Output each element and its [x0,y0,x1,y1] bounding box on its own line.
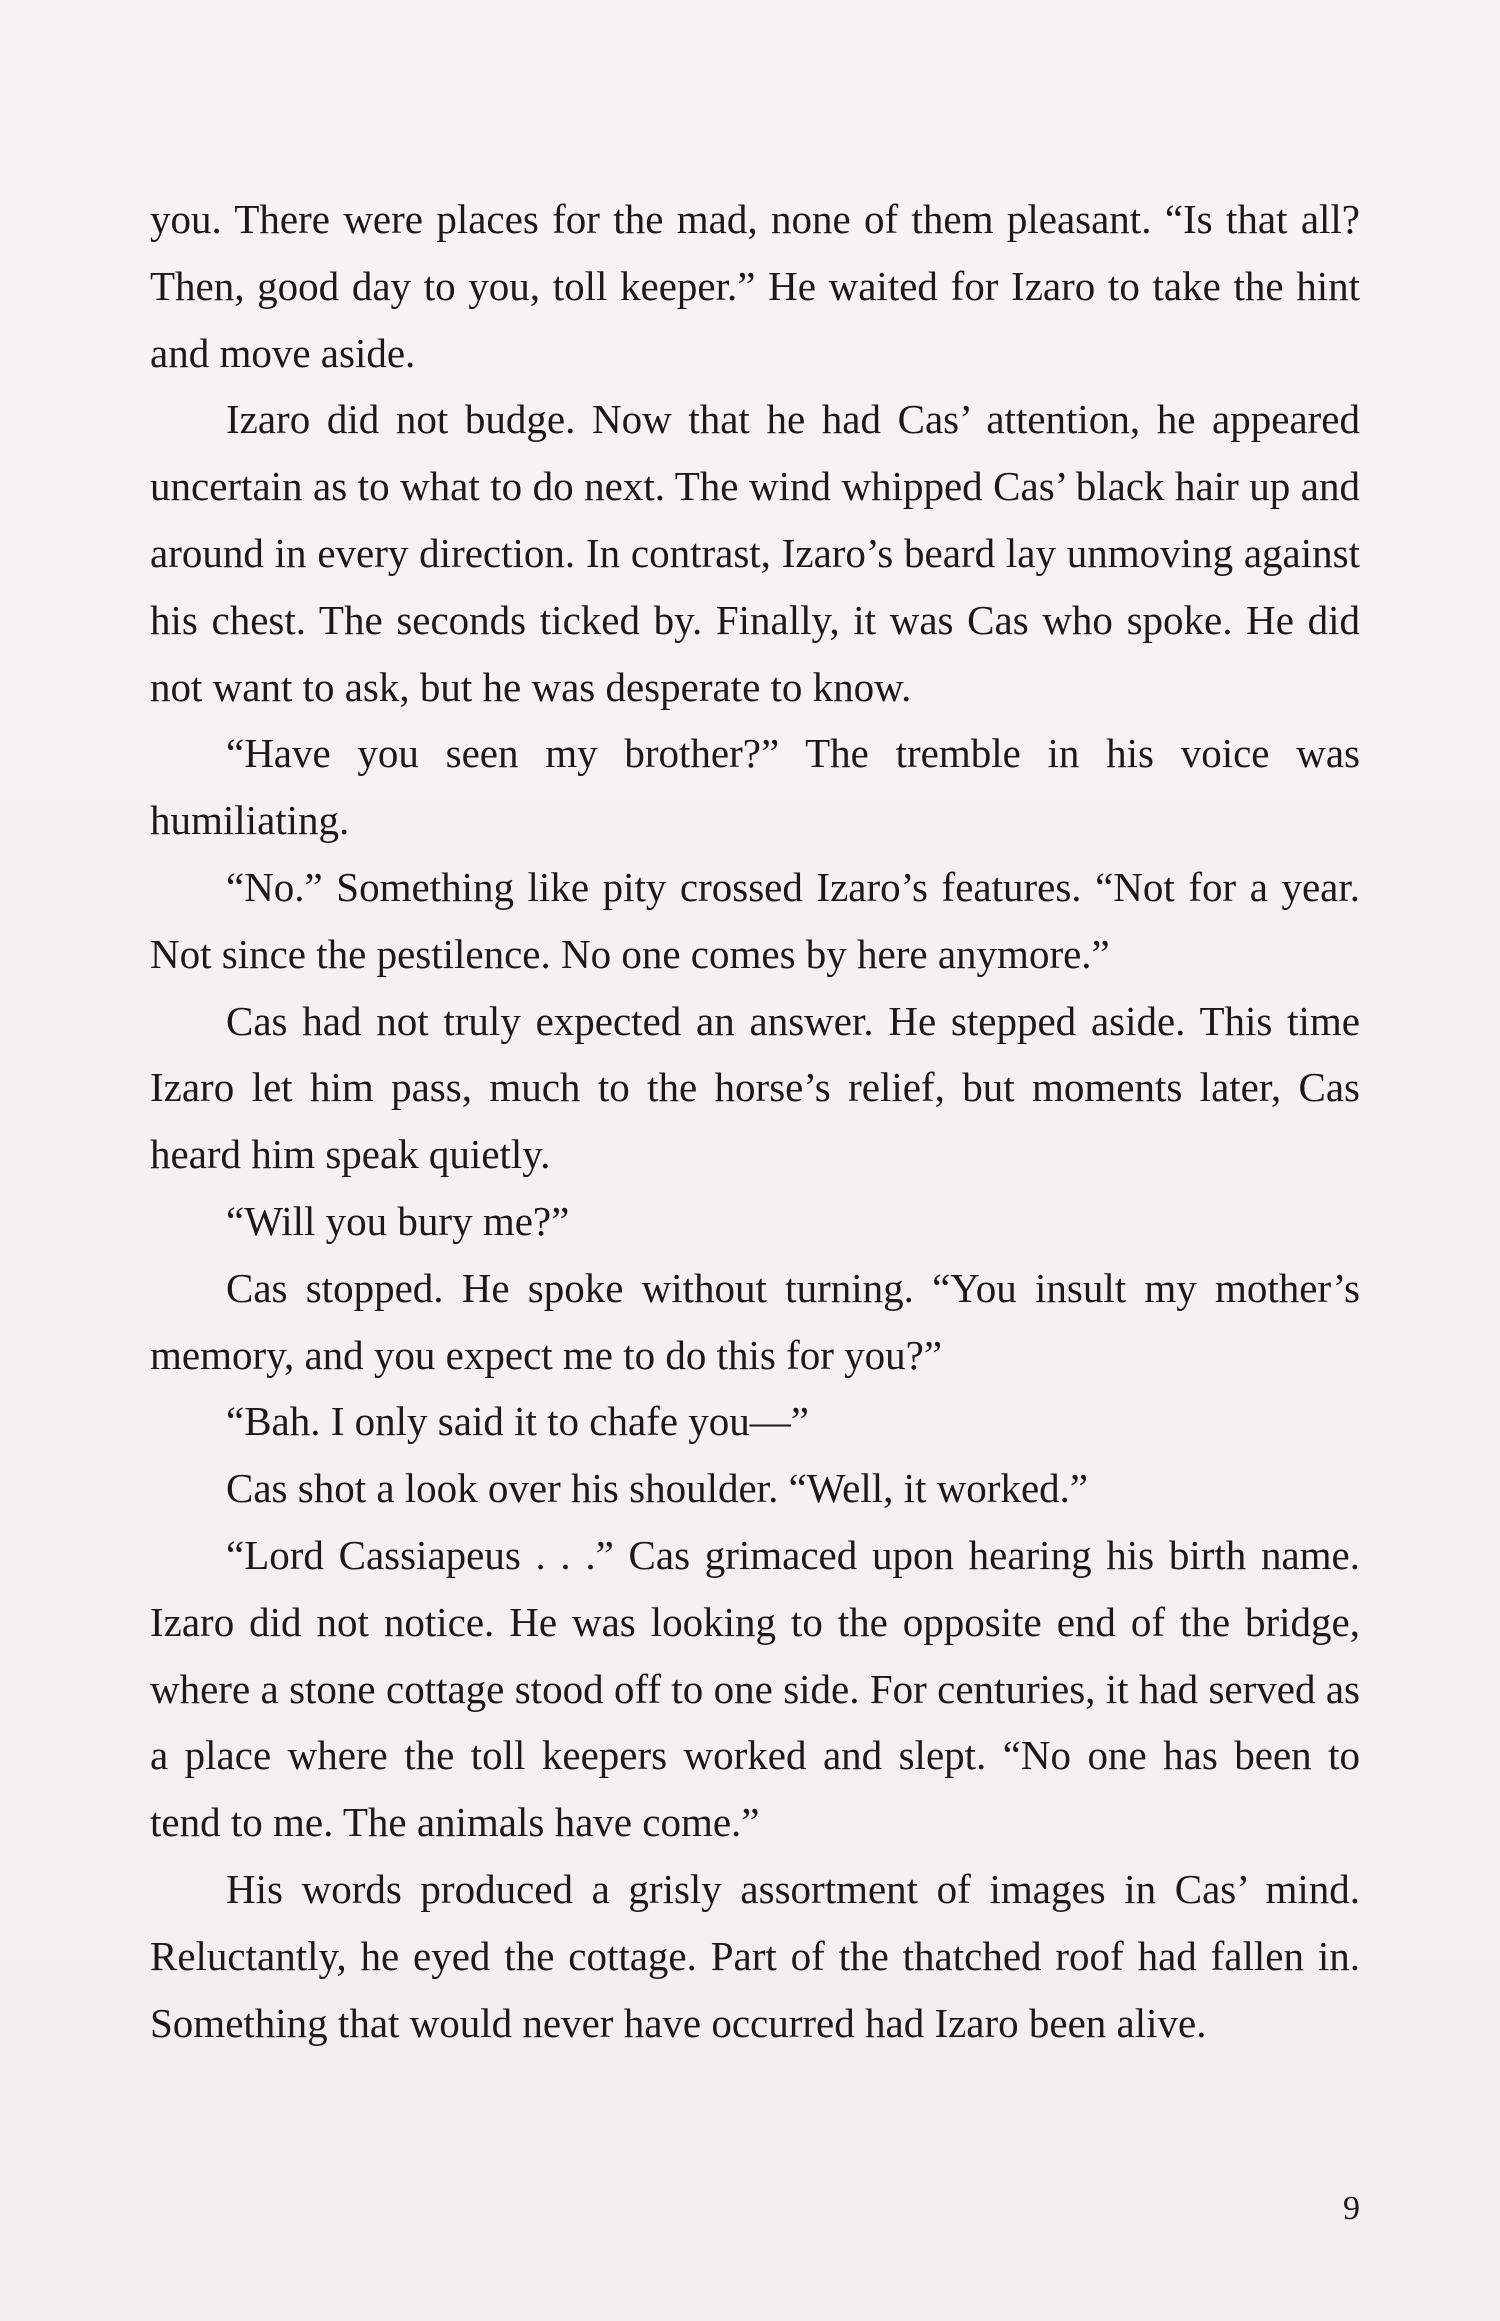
paragraph: Izaro did not budge. Now that he had Cas’ attention, he appeared uncertain as to what to do next. The wind whipped Cas’ black hair up and around in every direction. In contrast, Izaro’s beard lay unmoving against his chest. The seconds ticked by. Finally, it was Cas who spoke. He did not want to ask, but he was desperate to know. [150,396,1360,710]
paragraph: Cas had not truly expected an answer. He stepped aside. This time Izaro let him pass, much to the horse’s relief, but moments later, Cas heard him speak quietly. [150,997,1360,1178]
page-number: 9 [1343,2190,1360,2227]
paragraph: “Have you seen my brother?” The tremble in his voice was humiliating. [150,730,1360,844]
body-text [150,186,1360,2056]
paragraph: “Bah. I only said it to chafe you—” [226,1398,809,1445]
paragraph: “No.” Something like pity crossed Izaro’s features. “Not for a year. Not since the pestilence. No one comes by here anymore.” [150,863,1360,977]
paragraph: “Lord Cassiapeus . . .” Cas grimaced upon hearing his birth name. Izaro did not notice. He was looking to the opposite end of the bridge, where a stone cottage stood off to one side. For centuries, it had served as a place where the toll keepers worked and slept. “No one has been to tend to me. The animals have come.” [150,1531,1360,1846]
paragraph: you. There were places for the mad, none of them pleasant. “Is that all? Then, good day to you, toll keeper.” He waited for Izaro to take the hint and move aside. [150,196,1360,376]
paragraph: His words produced a grisly assortment of images in Cas’ mind. Reluctantly, he eyed the cottage. Part of the thatched roof had fallen in. Something that would never have occurred had Izaro been alive. [150,1865,1360,2046]
paragraph: Cas stopped. He spoke without turning. “You insult my mother’s memory, and you expect me to do this for you?” [150,1264,1360,1378]
paragraph: “Will you bury me?” [226,1197,570,1244]
paragraph: Cas shot a look over his shoulder. “Well, it worked.” [226,1465,1089,1512]
